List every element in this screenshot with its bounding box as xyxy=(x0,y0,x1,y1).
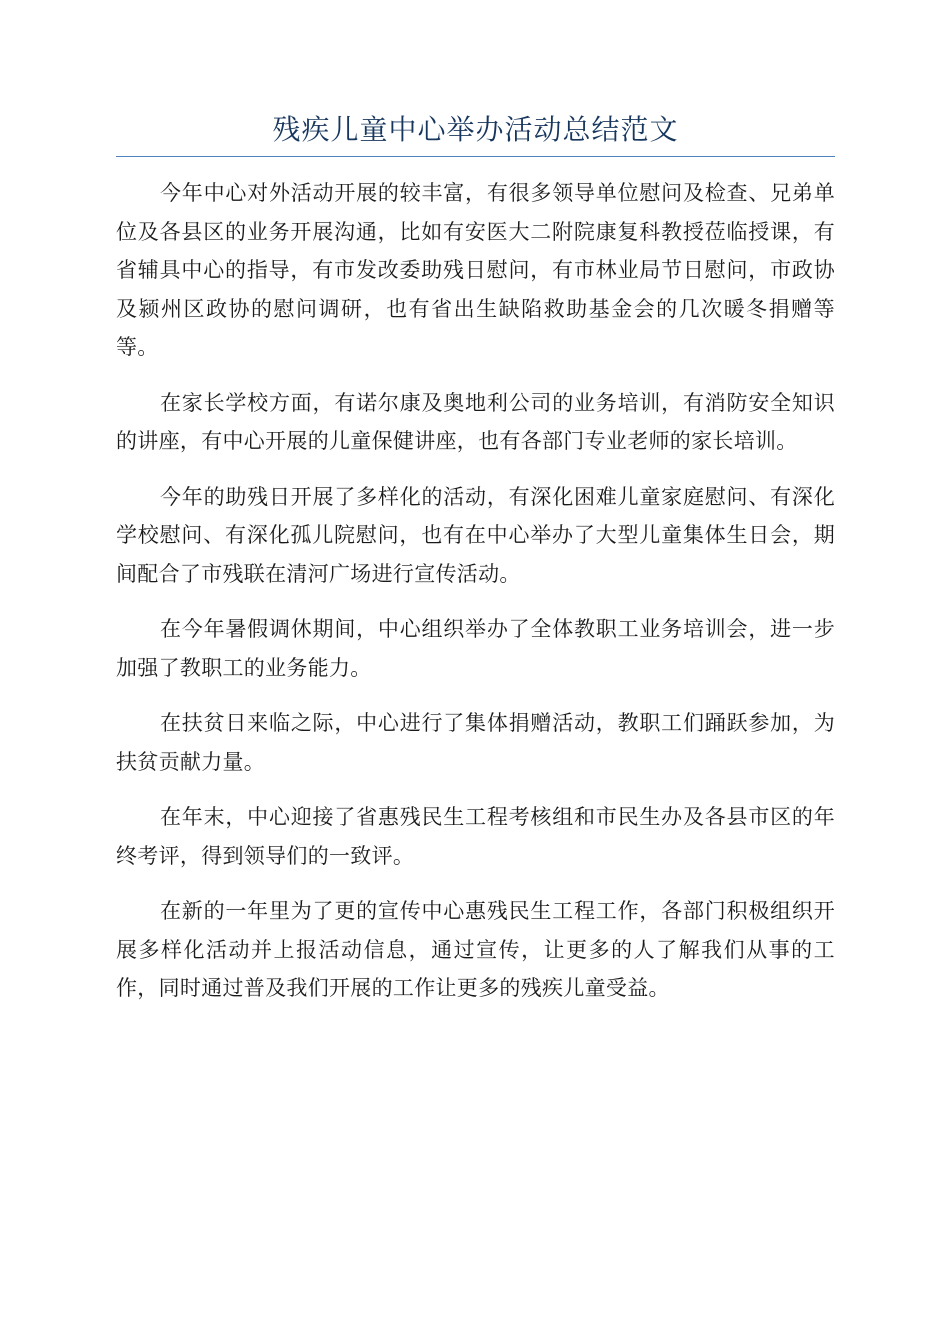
document-title: 残疾儿童中心举办活动总结范文 xyxy=(272,113,679,146)
paragraph-2: 在家长学校方面，有诺尔康及奥地利公司的业务培训，有消防安全知识的讲座，有中心开展的儿童保健讲座，也有各部门专业老师的家长培训。 xyxy=(116,390,835,453)
paragraph-3: 今年的助残日开展了多样化的活动，有深化困难儿童家庭慰问、有深化学校慰问、有深化孤儿院慰问，也有在中心举办了大型儿童集体生日会，期间配合了市残联在清河广场进行宣传活动。 xyxy=(116,484,835,586)
paragraph-4: 在今年暑假调休期间，中心组织举办了全体教职工业务培训会，进一步加强了教职工的业务能力。 xyxy=(116,617,835,680)
paragraph-1: 今年中心对外活动开展的较丰富，有很多领导单位慰问及检查、兄弟单位及各县区的业务开展沟通，比如有安医大二附院康复科教授莅临授课，有省辅具中心的指导，有市发改委助残日慰问，有市林业局节日慰问，市政协及颍州区政协的慰问调研，也有省出生缺陷救助基金会的几次暖冬捐赠等等。 xyxy=(116,181,835,359)
paragraph-7: 在新的一年里为了更的宣传中心惠残民生工程工作，各部门积极组织开展多样化活动并上报活动信息，通过宣传，让更多的人了解我们从事的工作，同时通过普及我们开展的工作让更多的残疾儿童受益。 xyxy=(116,899,835,1000)
document-body xyxy=(116,174,835,1025)
paragraph-6: 在年末，中心迎接了省惠残民生工程考核组和市民生办及各县市区的年终考评，得到领导们的一致评。 xyxy=(116,805,835,868)
paragraph-5: 在扶贫日来临之际，中心进行了集体捐赠活动，教职工们踊跃参加，为扶贫贡献力量。 xyxy=(116,711,835,774)
title-block xyxy=(116,110,835,157)
